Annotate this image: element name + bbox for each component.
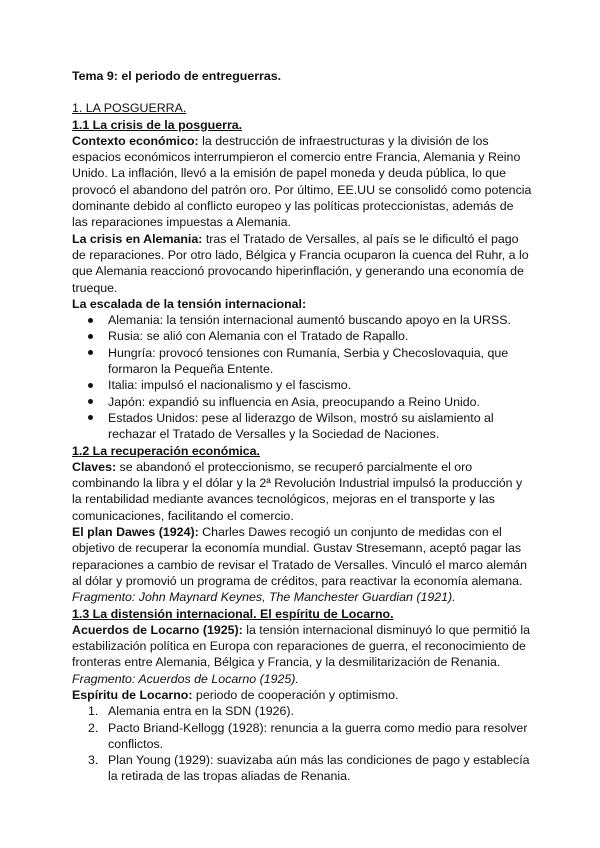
list-number: 3. [88,753,99,768]
paragraph-contexto [72,133,532,231]
list-item [88,752,532,785]
subsection-heading-recuperacion: 1.2 La recuperación económica. [72,443,261,458]
list-item [88,703,532,719]
list-number: 2. [88,720,99,735]
list-item: Rusia: se alió con Alemania con el Tratado de Rapallo. [108,328,532,344]
list-item-text: Plan Young (1929): suavizaba aún más las condiciones de pago y establecía la retirada de las tropas aliadas de Renania. [108,753,530,784]
term-plan-dawes: El plan Dawes (1924): [72,525,199,540]
list-number: 1. [88,704,99,719]
list-item-text: Alemania entra en la SDN (1926). [108,704,294,719]
bullet-list-escalada [72,312,532,442]
subsection-heading-distension: 1.3 La distensión internacional. El espíritu de Locarno. [72,606,394,621]
term-espiritu-locarno: Espíritu de Locarno: [72,687,193,702]
list-item: Japón: expandió su influencia en Asia, preocupando a Reino Unido. [108,394,532,410]
paragraph-crisis-alemania [72,231,532,296]
list-item: Alemania: la tensión internacional aumentó buscando apoyo en la URSS. [108,312,532,328]
term-claves: Claves: [72,459,117,474]
list-item: Estados Unidos: pese al liderazgo de Wilson, mostró su aislamiento al rechazar el Tratado de Versalles y la Sociedad de Naciones. [108,410,532,443]
text-plan-dawes: Charles Dawes recogió un conjunto de medidas con el objetivo de recuperar la economía mundial. Gustav Stresemann, aceptó pagar las reparaciones a cambio de revisar el Tratado de Versalles. Vinculó el marco alemán al dólar y promovió un programa de créditos, para reactivar la economía alemana. [72,525,528,588]
section-heading-posguerra: 1. LA POSGUERRA. [72,101,187,116]
subsection-heading-crisis: 1.1 La crisis de la posguerra. [72,117,243,132]
text-acuerdos-locarno: la tensión internacional disminuyó lo que permitió la estabilización política en Europa con reparaciones de guerra, el reconocimiento de fronteras entre Alemania, Bélgica y Francia, y la desmilitarización de Renania. [72,622,530,670]
paragraph-plan-dawes [72,524,532,589]
text-claves: se abandonó el proteccionismo, se recuperó parcialmente el oro combinando la libra y el dólar y la 2ª Revolución Industrial impulsó la producción y la rentabilidad mediante avances tecnológicos, mejoras en el transporte y las comunicaciones, facilitando el comercio. [72,459,523,523]
paragraph-acuerdos-locarno [72,622,532,671]
numbered-list-locarno [72,703,532,784]
document-page [72,68,532,785]
term-crisis-alemania: La crisis en Alemania: [72,231,203,246]
fragment-keynes: Fragmento: John Maynard Keynes, The Manchester Guardian (1921). [72,590,456,605]
text-contexto: la destrucción de infraestructuras y la división de los espacios económicos interrumpieron el comercio entre Francia, Alemania y Reino Unido. La inflación, llevó a la emisión de papel moneda y deuda pública, lo que provocó el abandono del patrón oro. Por último, EE.UU se consolidó como potencia dominante debido al conflicto europeo y las políticas proteccionistas, además de las reparaciones impuestas a Alemania. [72,133,532,230]
text-crisis-alemania: tras el Tratado de Versalles, al país se le dificultó el pago de reparaciones. Por otro lado, Bélgica y Francia ocuparon la cuenca del Ruhr, a lo que Alemania reaccionó provocando hiperinflación, y generando una economía de trueque. [72,231,529,295]
list-item: Hungría: provocó tensiones con Rumanía, Serbia y Checoslovaquia, que formaron la Pequeña Entente. [108,345,532,378]
document-title: Tema 9: el periodo de entreguerras. [72,69,282,83]
paragraph-espiritu-locarno [72,687,532,703]
heading-escalada: La escalada de la tensión internacional: [72,296,307,311]
list-item-text: Pacto Briand-Kellogg (1928): renuncia a la guerra como medio para resolver conflictos. [108,720,528,751]
term-contexto: Contexto económico: [72,133,199,148]
term-acuerdos-locarno: Acuerdos de Locarno (1925): [72,622,243,637]
text-espiritu-locarno: periodo de cooperación y optimismo. [192,687,399,702]
fragment-locarno: Fragmento: Acuerdos de Locarno (1925). [72,671,299,686]
paragraph-claves [72,459,532,524]
list-item [88,720,532,753]
list-item: Italia: impulsó el nacionalismo y el fascismo. [108,377,532,393]
